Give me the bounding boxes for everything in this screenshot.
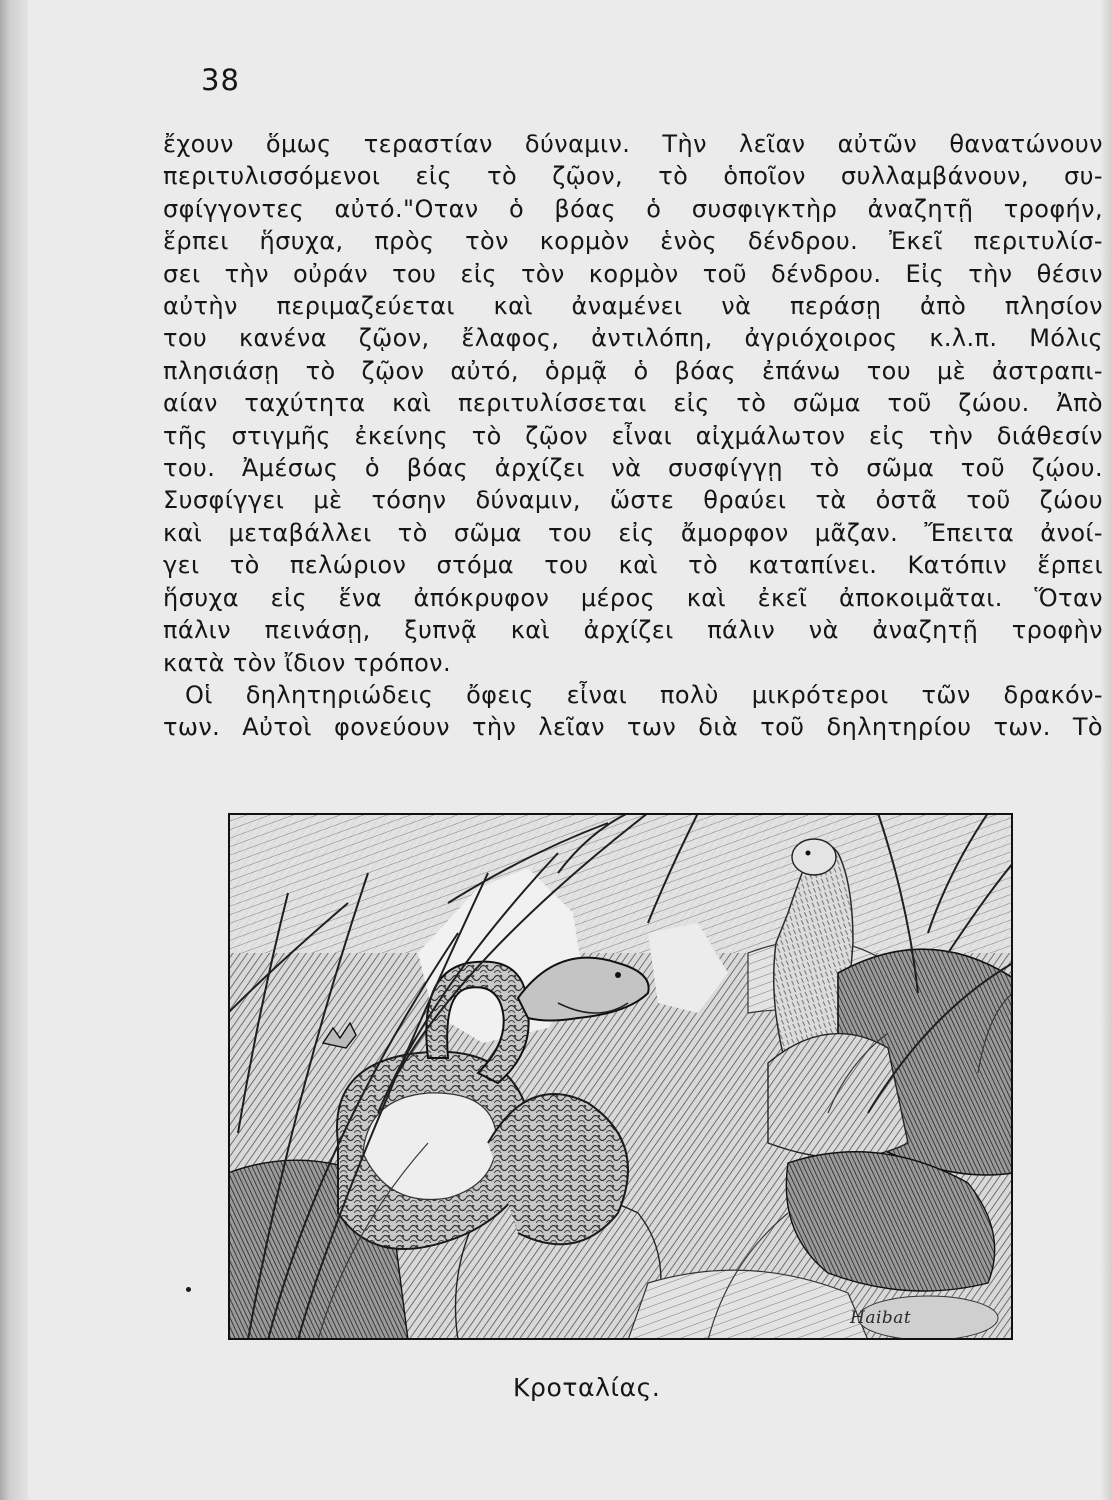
text-line: κατὰ τὸν ἴδιον τρόπον.: [163, 648, 452, 677]
text-line: του. Ἀμέσως ὁ βόας ἀρχίζει νὰ συσφίγγῃ τὸ σῶμα τοῦ ζῴου.: [163, 454, 1103, 483]
engraver-signature: Haibat: [850, 1308, 912, 1328]
text-line: Οἱ δηλητηριώδεις ὄφεις εἶναι πολὺ μικρότεροι τῶν δρακόν-: [185, 680, 1103, 709]
text-line: σφίγγοντες αὐτό."Οταν ὁ βόας ὁ συσφιγκτὴρ ἀναζητῇ τροφήν,: [163, 194, 1103, 223]
text-line: Συσφίγγει μὲ τόσην δύναμιν, ὥστε θραύει τὰ ὀστᾶ τοῦ ζώου: [163, 486, 1103, 515]
rattlesnake-engraving: [228, 813, 1013, 1340]
text-line: του κανένα ζῷον, ἔλαφος, ἀντιλόπη, ἀγριόχοιρος κ.λ.π. Μόλις: [163, 324, 1103, 353]
text-line: ἥσυχα εἰς ἕνα ἀπόκρυφον μέρος καὶ ἐκεῖ ἀποκοιμᾶται. Ὅταν: [163, 583, 1103, 612]
page-gutter-shadow: [0, 0, 28, 1500]
text-line: αίαν ταχύτητα καὶ περιτυλίσσεται εἰς τὸ σῶμα τοῦ ζώου. Ἀπὸ: [163, 389, 1103, 418]
text-line: περιτυλισσόμενοι εἰς τὸ ζῷον, τὸ ὁποῖον συλλαμβάνουν, συ-: [163, 162, 1103, 191]
text-line: καὶ μεταβάλλει τὸ σῶμα του εἰς ἄμορφον μᾶζαν. Ἔπειτα ἀνοί-: [163, 518, 1103, 547]
figure-caption: Κροταλίας.: [513, 1373, 661, 1402]
text-line: πάλιν πεινάσῃ, ξυπνᾷ καὶ ἀρχίζει πάλιν νὰ ἀναζητῇ τροφὴν: [163, 616, 1103, 645]
text-line: ἔχουν ὅμως τεραστίαν δύναμιν. Τὴν λεῖαν αὐτῶν θανατώνουν: [163, 130, 1103, 158]
text-line: γει τὸ πελώριον στόμα του καὶ τὸ καταπίνει. Κατόπιν ἕρπει: [163, 551, 1103, 580]
text-line: ἕρπει ἥσυχα, πρὸς τὸν κορμὸν ἑνὸς δένδρου. Ἐκεῖ περιτυλίσ-: [163, 227, 1103, 256]
page-number: 38: [201, 63, 240, 97]
text-line: σει τὴν οὐράν του εἰς τὸν κορμὸν τοῦ δένδρου. Εἰς τὴν θέσιν: [163, 259, 1103, 288]
text-line: των. Αὐτοὶ φονεύουν τὴν λεῖαν των διὰ τοῦ δηλητηρίου των. Τὸ: [163, 713, 1103, 742]
text-line: πλησιάσῃ τὸ ζῷον αὐτό, ὁρμᾷ ὁ βόας ἐπάνω του μὲ ἀστραπι-: [163, 356, 1103, 385]
body-text: [163, 128, 1103, 744]
text-line: τῆς στιγμῆς ἐκείνης τὸ ζῷον εἶναι αἰχμάλωτον εἰς τὴν διάθεσίν: [163, 421, 1103, 450]
text-line: αὐτὴν περιμαζεύεται καὶ ἀναμένει νὰ περάσῃ ἀπὸ πλησίον: [163, 292, 1103, 321]
margin-dot: [186, 1287, 191, 1292]
